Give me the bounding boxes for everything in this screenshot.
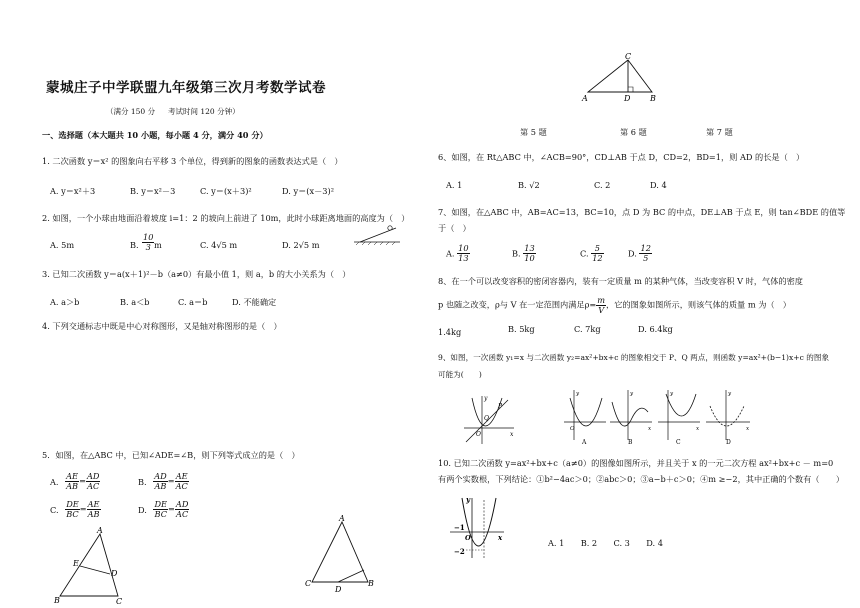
axis-y-label: y xyxy=(466,495,471,504)
q2-option-b-unit: m xyxy=(154,240,162,250)
frac-den: 3 xyxy=(145,242,151,252)
q6-option-c: C. 2 xyxy=(594,180,611,190)
caption-q6: 第 6 题 xyxy=(620,127,647,137)
frac-den: 5 xyxy=(643,253,649,263)
q7-option-a xyxy=(446,244,470,263)
origin-label: O xyxy=(570,426,575,432)
option-label: B. xyxy=(138,476,147,487)
q8-option-b: B. 5kg xyxy=(508,324,535,334)
q1-option-d: D. y＝(x－3)² xyxy=(282,186,334,196)
frac-den: AC xyxy=(87,481,100,491)
q8-stem-part-a: p 也随之改变，ρ与 V 在一定范围内满足ρ= xyxy=(438,299,597,310)
q3-stem: 3. 已知二次函数 y＝a(x＋1)²－b（a≠0）有最小值 1，则 a，b 的大小关系为（ ） xyxy=(42,269,351,279)
label-c: C xyxy=(116,597,123,606)
q2-option-b: B. xyxy=(130,240,139,250)
label-a: A xyxy=(339,514,345,523)
q7-option-b xyxy=(512,244,536,263)
q5-stem: 5．如图，在△ABC 中，已知∠ADE=∠B，则下列等式成立的是（ ） xyxy=(42,450,300,460)
figure-q6-triangle xyxy=(302,512,382,596)
page-title: 蒙城庄子中学联盟九年级第三次月考数学试卷 xyxy=(46,80,326,96)
q6-option-b: B. √2 xyxy=(518,180,540,190)
option-label: A. xyxy=(50,476,59,487)
q5-option-a: A. $\frac{AE}{AB}$ = $\frac{AD}{AC}$ xyxy=(50,471,100,491)
frac-num: 12 xyxy=(640,243,651,253)
q9-stem-line2: 可能为( ) xyxy=(438,370,482,379)
label-b: B xyxy=(650,94,656,103)
q10-parabola-graph xyxy=(448,494,506,560)
frac-num: 10 xyxy=(458,243,469,253)
axis-x-label: x xyxy=(498,533,503,542)
option-label: D. xyxy=(628,248,637,259)
exam-time: 考试时间 120 分钟） xyxy=(168,107,240,116)
frac-num: DE xyxy=(66,499,79,509)
graph-b-label: B xyxy=(628,439,633,446)
full-score: （满分 150 分 xyxy=(106,107,156,116)
frac-num: AE xyxy=(66,471,79,481)
option-label: D. xyxy=(138,504,147,515)
q7-stem-line1: 7、如图，在△ABC 中，AB=AC=13，BC=10，点 D 为 BC 的中点，DE⊥AB 于点 E，则 tan∠BDE 的值等 xyxy=(438,207,846,217)
q7-option-d xyxy=(628,244,652,263)
axis-y-label: y xyxy=(630,391,634,397)
q8-option-a: 1.4kg xyxy=(438,327,462,337)
label-a: A xyxy=(97,526,103,535)
label-d: D xyxy=(624,94,631,103)
frac-den: 12 xyxy=(592,253,603,263)
point-q-label: Q xyxy=(484,415,489,422)
q1-stem: 1. 二次函数 y＝x² 的图象向右平移 3 个单位，得到新的图象的函数表达式是（ ） xyxy=(42,156,343,166)
q5-option-b: B. $\frac{AD}{AB}$ = $\frac{AE}{AC}$ xyxy=(138,471,188,491)
frac-num: AD xyxy=(154,471,167,481)
q3-option-c: C. a＝b xyxy=(178,297,208,307)
axis-x-label: x xyxy=(696,426,700,432)
frac-den: AC xyxy=(176,509,189,519)
axis-y-label: y xyxy=(484,395,488,402)
axis-x-label: x xyxy=(648,426,652,432)
q6-option-a: A. 1 xyxy=(446,180,463,190)
q1-option-c: C. y＝(x＋3)² xyxy=(200,186,252,196)
q9-graph-c xyxy=(656,388,702,446)
q10-stem-line2: 有两个实数根，下列结论：①b²−4ac＞0；②abc＞0；③a−b＋c＞0；④m ≥−2，其中正确的个数有（ ） xyxy=(438,474,845,484)
q6-option-d: D. 4 xyxy=(650,180,667,190)
q2-option-c: C. 4√5 m xyxy=(200,240,238,250)
option-label: C. xyxy=(50,504,59,515)
option-label: B. xyxy=(512,248,521,259)
frac-num: 5 xyxy=(591,244,603,254)
frac-den: AB xyxy=(87,509,100,519)
axis-y-label: y xyxy=(576,391,580,397)
q10-options: A. 1 B. 2 C. 3 D. 4 xyxy=(548,538,663,548)
graph-d-label: D xyxy=(726,439,731,446)
graph-c-label: C xyxy=(676,439,681,446)
slope-figure xyxy=(352,224,402,246)
axis-x-label: x xyxy=(510,431,514,438)
q8-stem-line1: 8、在一个可以改变容积的密闭容器内，装有一定质量 m 的某种气体，当改变容积 V 时，气体的密度 xyxy=(438,276,803,286)
q8-stem-part-b: ，它的图象如图所示，则该气体的质量 m 为（ ） xyxy=(606,299,791,310)
frac-den: BC xyxy=(154,509,167,519)
origin-label: O xyxy=(465,534,471,542)
q4-stem: 4. 下列交通标志中既是中心对称图形，又是轴对称图形的是（ ） xyxy=(42,321,282,331)
label-c: C xyxy=(305,579,312,588)
q10-stem-line1: 10. 已知二次函数 y=ax²+bx+c（a≠0）的图像如图所示，并且关于 x 的一元二次方程 ax²+bx+c － m=0 xyxy=(438,458,834,468)
axis-x-label: x xyxy=(746,426,750,432)
q1-option-a: A. y＝x²＋3 xyxy=(50,186,96,196)
frac-num: AE xyxy=(87,499,100,509)
q9-graph-d xyxy=(704,388,752,446)
q3-option-d: D. 不能确定 xyxy=(232,297,277,307)
option-label: A. xyxy=(446,248,455,259)
frac-num: AD xyxy=(86,471,100,481)
point-p-label: P xyxy=(498,403,503,410)
frac-num: 13 xyxy=(524,243,535,253)
frac-num: AE xyxy=(175,471,188,481)
graph-a-label: A xyxy=(582,439,587,446)
label-d: D xyxy=(111,569,118,578)
q3-option-a: A. a＞b xyxy=(50,297,80,307)
q9-stem-line1: 9、如图，一次函数 y₁=x 与二次函数 y₂=ax²+bx+c 的图象相交于 P、Q 两点，则函数 y=ax²+(b−1)x+c 的图象 xyxy=(438,353,830,362)
axis-y-label: y xyxy=(670,391,674,397)
q8-stem-line2 xyxy=(438,296,791,315)
figure-q5-triangle xyxy=(52,528,132,606)
frac-den: V xyxy=(598,305,605,315)
frac-num: m xyxy=(597,295,606,305)
label-c: C xyxy=(625,52,632,61)
axis-y-label: y xyxy=(728,391,732,397)
frac-den: AC xyxy=(175,481,188,491)
q8-option-d: D. 6.4kg xyxy=(638,324,673,334)
frac-num: AD xyxy=(175,499,189,509)
frac-num: 10 xyxy=(143,232,154,242)
frac-den: 10 xyxy=(524,253,535,263)
q9-main-graph xyxy=(462,394,516,446)
q3-option-b: B. a＜b xyxy=(120,297,150,307)
frac-den: 13 xyxy=(458,253,469,263)
q9-graph-b xyxy=(608,388,654,446)
q8-option-c: C. 7kg xyxy=(574,324,601,334)
q7-option-c xyxy=(580,244,604,263)
q7-stem-line2: 于（ ） xyxy=(438,223,471,233)
q2-option-d: D. 2√5 m xyxy=(282,240,320,250)
origin-label: O xyxy=(476,431,481,438)
q2-option-a: A. 5m xyxy=(50,240,75,250)
section-heading: 一、选择题（本大题共 10 小题，每小题 4 分，满分 40 分） xyxy=(42,130,268,140)
neg-two-label: −2 xyxy=(454,547,465,556)
label-d: D xyxy=(335,585,342,594)
caption-q7: 第 7 题 xyxy=(706,127,733,137)
frac-den: AB xyxy=(66,481,79,491)
frac-den: AB xyxy=(154,481,167,491)
frac-den: BC xyxy=(66,509,79,519)
label-e: E xyxy=(73,559,79,568)
q5-option-d: D. $\frac{DE}{BC}$ = $\frac{AD}{AC}$ xyxy=(138,499,189,519)
label-b: B xyxy=(54,596,60,605)
neg-one-label: −1 xyxy=(454,523,465,532)
label-b: B xyxy=(368,579,374,588)
option-label: C. xyxy=(580,248,589,259)
caption-q5: 第 5 题 xyxy=(520,127,547,137)
frac-num: DE xyxy=(154,499,168,509)
q6-stem: 6、如图，在 Rt△ABC 中，∠ACB=90°，CD⊥AB 于点 D，CD=2，BD=1，则 AD 的长是（ ） xyxy=(438,152,805,162)
figure-q7-triangle xyxy=(582,52,662,104)
q9-graph-a xyxy=(562,388,608,446)
q2-option-b-frac xyxy=(142,233,154,252)
q2-stem: 2. 如图，一个小球由地面沿着坡度 i=1：2 的坡向上前进了 10m，此时小球距离地面的高度为（ ） xyxy=(42,213,410,223)
label-a: A xyxy=(582,94,588,103)
q5-option-c: C. $\frac{DE}{BC}$ = $\frac{AE}{AB}$ xyxy=(50,499,100,519)
q1-option-b: B. y＝x²－3 xyxy=(130,186,176,196)
